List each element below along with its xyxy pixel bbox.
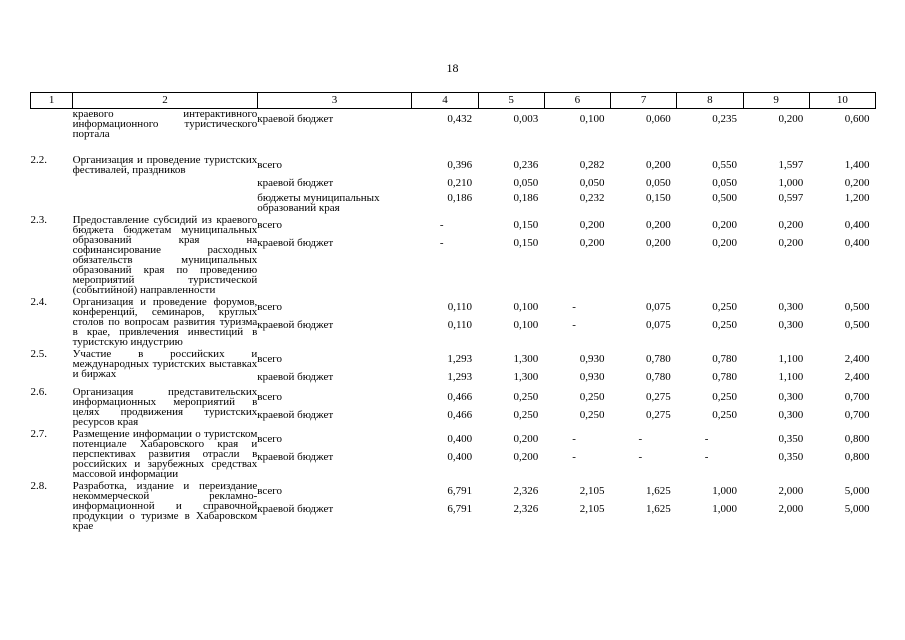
- amount-value: 0,200: [646, 236, 671, 249]
- amount-value: 0,930: [579, 352, 605, 365]
- amount-value: 0,110: [447, 318, 473, 331]
- value-cell: [544, 387, 610, 427]
- amount-value: -: [704, 450, 709, 463]
- value-cell: [809, 387, 875, 427]
- funding-source: краевой бюджет: [257, 113, 334, 125]
- amount-value: 0,700: [844, 390, 870, 403]
- funding-source: краевой бюджет: [257, 502, 334, 515]
- value-cell: [478, 429, 544, 479]
- funding-source: всего: [257, 484, 283, 497]
- value-cell: [412, 215, 478, 295]
- amount-value: 0,250: [712, 318, 737, 331]
- amount-value: 1,293: [447, 352, 473, 365]
- value-cell: [743, 297, 809, 347]
- activity-name: краевого интерактивного информационного туристического портала: [72, 108, 258, 140]
- value-cell: [611, 155, 677, 213]
- amount-value: 0,150: [513, 236, 539, 249]
- funding-source: всего: [257, 300, 283, 313]
- value-cell: [544, 297, 610, 347]
- amount-value: 0,250: [579, 390, 605, 403]
- amount-value: 5,000: [844, 484, 870, 497]
- amount-value: 0,232: [579, 191, 605, 204]
- amount-value: 2,326: [513, 484, 539, 497]
- value-cell: [611, 297, 677, 347]
- value-cell: [809, 297, 875, 347]
- value-cell: [611, 429, 677, 479]
- value-cell: [544, 155, 610, 213]
- amount-value: 2,105: [579, 502, 605, 515]
- funding-source-cell: [257, 349, 412, 385]
- amount-value: 0,236: [513, 158, 539, 171]
- amount-value: 0,200: [778, 236, 804, 249]
- value-cell: [611, 387, 677, 427]
- row-number: 2.4.: [30, 295, 47, 308]
- value-cell: [743, 155, 809, 213]
- amount-value: 0,500: [844, 300, 870, 313]
- activity-name: Организация и проведение туристских фестивалей, праздников: [72, 153, 258, 176]
- table-row: [31, 349, 876, 385]
- value-cell: [809, 215, 875, 295]
- funding-source-cell: [257, 215, 412, 295]
- amount-value: 0,200: [579, 236, 605, 249]
- row-number: 2.2.: [30, 153, 47, 166]
- amount-value: 1,100: [778, 352, 804, 365]
- value-cell: [478, 387, 544, 427]
- amount-value: 0,075: [646, 300, 671, 313]
- amount-value: 0,186: [513, 191, 539, 204]
- amount-value: 0,466: [447, 408, 473, 421]
- amount-value: 0,396: [447, 158, 473, 171]
- funding-source: всего: [257, 218, 283, 231]
- funding-source: краевой бюджет: [257, 176, 334, 189]
- header-cell: 3: [257, 93, 412, 109]
- value-cell: [544, 109, 610, 155]
- funding-source-cell: [257, 297, 412, 347]
- value-cell: [809, 155, 875, 213]
- value-cell: [544, 215, 610, 295]
- amount-value: 5,000: [844, 502, 870, 515]
- amount-value: 0,597: [778, 191, 804, 204]
- header-cell: 9: [743, 93, 809, 109]
- amount-value: 0,300: [778, 408, 804, 421]
- value-cell: [809, 429, 875, 479]
- amount-value: 1,100: [778, 370, 804, 383]
- amount-value: 0,930: [579, 370, 605, 383]
- value-cell: [478, 349, 544, 385]
- header-cell: 8: [677, 93, 743, 109]
- funding-table: [30, 92, 876, 533]
- value-cell: [478, 109, 544, 155]
- amount-value: 1,000: [712, 484, 737, 497]
- value-cell: [544, 481, 610, 531]
- table-row: [31, 481, 876, 531]
- value-cell: [478, 215, 544, 295]
- activity-name: Разработка, издание и переиздание некоммерческой рекламно-информационной и справочной продукции о туризме в Хабаровском крае: [72, 479, 258, 532]
- amount-value: 0,400: [447, 450, 473, 463]
- amount-value: 0,186: [447, 191, 473, 204]
- amount-value: 6,791: [447, 484, 473, 497]
- value-cell: [809, 109, 875, 155]
- value-cell: [677, 155, 743, 213]
- amount-value: 0,110: [447, 300, 473, 313]
- amount-value: 0,400: [844, 236, 870, 249]
- value-cell: [412, 155, 478, 213]
- amount-value: 2,400: [844, 352, 870, 365]
- value-cell: [611, 215, 677, 295]
- amount-value: 0,282: [579, 158, 605, 171]
- value-cell: [611, 109, 677, 155]
- funding-source: всего: [257, 390, 283, 403]
- amount-value: -: [439, 236, 444, 249]
- amount-value: 0,466: [447, 390, 473, 403]
- amount-value: 0,550: [712, 158, 737, 171]
- amount-value: 0,200: [579, 218, 605, 231]
- amount-value: 0,050: [579, 176, 605, 189]
- value-cell: [611, 481, 677, 531]
- funding-source-cell: [257, 155, 412, 213]
- funding-source-cell: [257, 429, 412, 479]
- value-cell: [677, 349, 743, 385]
- value-cell: [809, 481, 875, 531]
- amount-value: 0,150: [513, 218, 539, 231]
- header-cell: 4: [412, 93, 478, 109]
- amount-value: 1,625: [646, 502, 671, 515]
- table-row: [31, 109, 876, 155]
- value-cell: [743, 387, 809, 427]
- header-cell: 7: [611, 93, 677, 109]
- amount-value: 0,780: [646, 352, 671, 365]
- table-row: [31, 387, 876, 427]
- amount-value: 0,250: [579, 408, 605, 421]
- amount-value: 0,150: [646, 191, 671, 204]
- value-cell: [544, 429, 610, 479]
- value-cell: [743, 429, 809, 479]
- amount-value: 0,780: [712, 352, 737, 365]
- page-number: 18: [446, 61, 459, 75]
- amount-value: 0,780: [712, 370, 737, 383]
- header-row: [31, 93, 876, 109]
- amount-value: 0,780: [646, 370, 671, 383]
- header-cell: 1: [31, 93, 73, 109]
- amount-value: 0,500: [712, 191, 737, 204]
- value-cell: [809, 349, 875, 385]
- funding-source: краевой бюджет: [257, 370, 334, 383]
- amount-value: 0,400: [844, 218, 870, 231]
- amount-value: 0,600: [844, 113, 870, 125]
- value-cell: [743, 109, 809, 155]
- amount-value: 1,000: [778, 176, 804, 189]
- amount-value: 2,326: [513, 502, 539, 515]
- amount-value: 2,000: [778, 502, 804, 515]
- activity-name: Организация и проведение форумов, конференций, семинаров, круглых столов по вопросам развития туризма в крае, привлечения инвестиций в туристскую индустрию: [72, 295, 258, 348]
- value-cell: [677, 429, 743, 479]
- amount-value: 0,200: [513, 450, 539, 463]
- value-cell: [412, 387, 478, 427]
- amount-value: 1,597: [778, 158, 804, 171]
- amount-value: 0,250: [513, 390, 539, 403]
- value-cell: [677, 215, 743, 295]
- amount-value: 0,100: [513, 318, 539, 331]
- value-cell: [478, 155, 544, 213]
- amount-value: 0,432: [447, 113, 473, 125]
- funding-source: всего: [257, 352, 283, 365]
- row-number: 2.8.: [30, 479, 47, 492]
- header-cell: 5: [478, 93, 544, 109]
- amount-value: -: [572, 300, 576, 313]
- amount-value: 0,250: [712, 408, 737, 421]
- activity-name: Организация представительских информационных мероприятий в целях продвижения туристских ресурсов края: [72, 385, 258, 428]
- value-cell: [677, 109, 743, 155]
- amount-value: 0,300: [778, 390, 804, 403]
- amount-value: 2,000: [778, 484, 804, 497]
- funding-source: всего: [257, 432, 283, 445]
- amount-value: 0,400: [447, 432, 473, 445]
- amount-value: 0,060: [646, 113, 671, 125]
- amount-value: 0,500: [844, 318, 870, 331]
- value-cell: [478, 481, 544, 531]
- funding-source-cell: [257, 109, 412, 155]
- table-row: [31, 155, 876, 213]
- row-number: 2.6.: [30, 385, 47, 398]
- amount-value: 0,800: [844, 450, 870, 463]
- amount-value: 2,105: [579, 484, 605, 497]
- amount-value: 1,625: [646, 484, 671, 497]
- header-cell: 10: [809, 93, 875, 109]
- row-number: 2.7.: [30, 427, 47, 440]
- amount-value: 0,275: [646, 408, 671, 421]
- amount-value: 1,300: [513, 352, 539, 365]
- value-cell: [412, 349, 478, 385]
- amount-value: 0,200: [778, 218, 804, 231]
- amount-value: 0,003: [513, 113, 539, 125]
- amount-value: 0,210: [447, 176, 473, 189]
- row-number: [31, 109, 73, 155]
- amount-value: 0,050: [712, 176, 737, 189]
- header-cell: 2: [73, 93, 258, 109]
- amount-value: -: [572, 432, 576, 445]
- value-cell: [611, 349, 677, 385]
- amount-value: -: [572, 318, 576, 331]
- amount-value: 0,200: [778, 113, 804, 125]
- funding-source: всего: [257, 158, 283, 171]
- funding-source: краевой бюджет: [257, 318, 334, 331]
- amount-value: 0,300: [778, 318, 804, 331]
- amount-value: 0,275: [646, 390, 671, 403]
- amount-value: 1,300: [513, 370, 539, 383]
- amount-value: 0,250: [712, 300, 737, 313]
- value-cell: [478, 297, 544, 347]
- amount-value: 0,800: [844, 432, 870, 445]
- funding-source-cell: [257, 387, 412, 427]
- amount-value: 0,075: [646, 318, 671, 331]
- amount-value: -: [638, 450, 643, 463]
- header-cell: 6: [544, 93, 610, 109]
- activity-name: Размещение информации о туристском потенциале Хабаровского края и перспективах развития отрасли в российских и зарубежных средствах массовой информации: [72, 427, 258, 480]
- amount-value: -: [638, 432, 643, 445]
- amount-value: 6,791: [447, 502, 473, 515]
- value-cell: [677, 481, 743, 531]
- amount-value: 0,700: [844, 408, 870, 421]
- table-row: [31, 215, 876, 295]
- value-cell: [412, 429, 478, 479]
- amount-value: 0,200: [844, 176, 870, 189]
- amount-value: 0,350: [778, 432, 804, 445]
- funding-source-cell: [257, 481, 412, 531]
- value-cell: [544, 349, 610, 385]
- amount-value: -: [704, 432, 709, 445]
- amount-value: 0,200: [646, 218, 671, 231]
- amount-value: 1,000: [712, 502, 737, 515]
- funding-source: краевой бюджет: [257, 408, 334, 421]
- amount-value: 0,350: [778, 450, 804, 463]
- amount-value: 0,250: [712, 390, 737, 403]
- amount-value: 0,200: [712, 218, 737, 231]
- value-cell: [412, 109, 478, 155]
- value-cell: [743, 215, 809, 295]
- amount-value: 0,235: [712, 113, 737, 125]
- amount-value: 0,100: [579, 113, 605, 125]
- funding-source: бюджеты муниципальных образований края: [257, 191, 380, 214]
- value-cell: [412, 481, 478, 531]
- row-spacer: [31, 531, 876, 533]
- value-cell: [743, 349, 809, 385]
- amount-value: 1,293: [447, 370, 473, 383]
- amount-value: 2,400: [844, 370, 870, 383]
- value-cell: [677, 297, 743, 347]
- activity-name: Участие в российских и международных туристских выставках и биржах: [72, 347, 258, 380]
- funding-source: краевой бюджет: [257, 236, 334, 249]
- amount-value: 0,200: [646, 158, 671, 171]
- row-number: 2.5.: [30, 347, 47, 360]
- value-cell: [743, 481, 809, 531]
- row-number: 2.3.: [30, 213, 47, 226]
- value-cell: [677, 387, 743, 427]
- amount-value: 0,200: [513, 432, 539, 445]
- amount-value: -: [572, 450, 576, 463]
- amount-value: 1,200: [844, 191, 870, 204]
- value-cell: [412, 297, 478, 347]
- amount-value: 0,200: [712, 236, 737, 249]
- amount-value: 0,250: [513, 408, 539, 421]
- amount-value: 0,050: [513, 176, 539, 189]
- amount-value: 1,400: [844, 158, 870, 171]
- activity-name: Предоставление субсидий из краевого бюджета бюджетам муниципальных образований края на софинансирование расходных обязательств муниципальных образований края по проведению мероприятий туристической (событийной) направленности: [72, 213, 258, 296]
- amount-value: -: [439, 218, 444, 231]
- amount-value: 0,050: [646, 176, 671, 189]
- table-row: [31, 429, 876, 479]
- amount-value: 0,100: [513, 300, 539, 313]
- table-row: [31, 297, 876, 347]
- amount-value: 0,300: [778, 300, 804, 313]
- funding-source: краевой бюджет: [257, 450, 334, 463]
